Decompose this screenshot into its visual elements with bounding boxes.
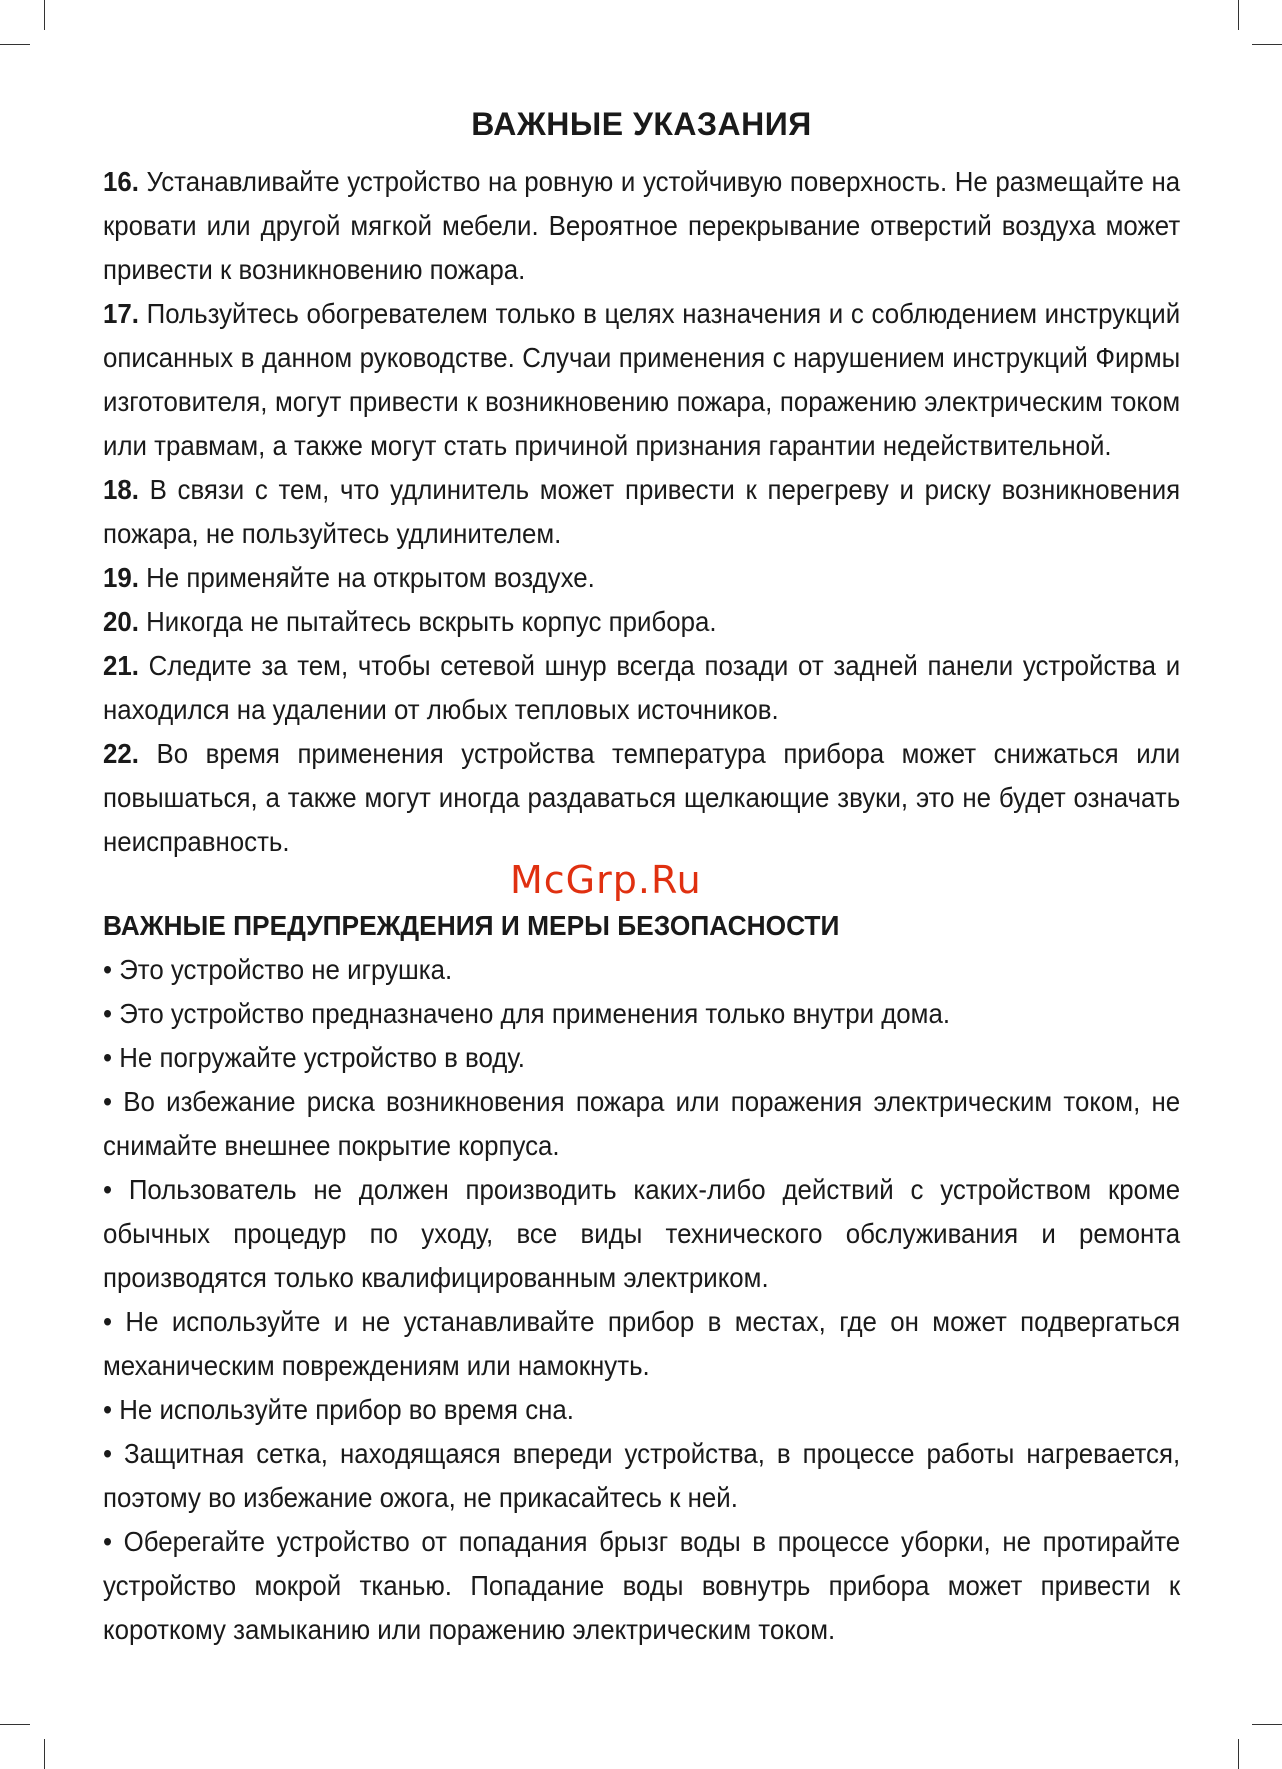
bullet-item: • Пользователь не должен производить каких-либо действий с устройством кроме обычных процедур по уходу, все виды технического обслуживания и ремонта производятся только квалифицированным электриком. — [103, 1174, 1181, 1293]
crop-mark — [0, 44, 30, 45]
crop-mark — [1238, 1739, 1239, 1769]
bullet-item: • Не погружайте устройство в воду. — [103, 1042, 525, 1073]
bullet-item: • Защитная сетка, находящаяся впереди устройства, в процессе работы нагревается, поэтому во избежание ожога, не прикасайтесь к ней. — [103, 1438, 1181, 1513]
item-text: Следите за тем, чтобы сетевой шнур всегда позади от задней панели устройства и находился на удалении от любых тепловых источников. — [103, 650, 1181, 725]
list-item — [103, 556, 1180, 600]
item-number: 16. — [103, 166, 139, 197]
item-number: 18. — [103, 474, 139, 505]
item-number: 19. — [103, 562, 139, 593]
item-number: 20. — [103, 606, 139, 637]
page-title: ВАЖНЫЕ УКАЗАНИЯ — [471, 106, 812, 142]
crop-mark — [1252, 1724, 1282, 1725]
crop-mark — [1238, 0, 1239, 30]
bullet-item: • Не используйте и не устанавливайте прибор в местах, где он может подвергаться механическим повреждениям или намокнуть. — [103, 1306, 1181, 1381]
crop-mark — [1252, 44, 1282, 45]
section-title: ВАЖНЫЕ ПРЕДУПРЕЖДЕНИЯ И МЕРЫ БЕЗОПАСНОСТИ — [103, 910, 840, 941]
list-item — [103, 732, 1180, 864]
bullet-item: • Это устройство не игрушка. — [103, 954, 453, 985]
list-item — [103, 468, 1180, 556]
item-text: Никогда не пытайтесь вскрыть корпус прибора. — [138, 606, 717, 637]
bullet-item: • Не используйте прибор во время сна. — [103, 1394, 574, 1425]
list-item — [103, 600, 1180, 644]
list-item — [103, 160, 1180, 292]
item-text: В связи с тем, что удлинитель может привести к перегреву и риску возникновения пожара, не пользуйтесь удлинителем. — [103, 474, 1181, 549]
item-number: 22. — [103, 738, 139, 769]
item-number: 17. — [103, 298, 139, 329]
crop-mark — [44, 0, 45, 30]
item-text: Не применяйте на открытом воздухе. — [138, 562, 595, 593]
item-text: Пользуйтесь обогревателем только в целях назначения и с соблюдением инструкций описанных в данном руководстве. Случаи применения с нарушением инструкций Фирмы изготовителя, могут привести к возникновению пожара, поражению электрическим током или травмам, а также могут стать причиной признания гарантии недействительной. — [103, 298, 1181, 461]
list-item — [103, 644, 1180, 732]
watermark: McGrp.Ru — [510, 858, 702, 902]
crop-mark — [0, 1724, 30, 1725]
bullet-item: • Во избежание риска возникновения пожара или поражения электрическим током, не снимайте внешнее покрытие корпуса. — [103, 1086, 1181, 1161]
item-text: Во время применения устройства температура прибора может снижаться или повышаться, а также могут иногда раздаваться щелкающие звуки, это не будет означать неисправность. — [103, 738, 1181, 857]
item-number: 21. — [103, 650, 139, 681]
list-item — [103, 292, 1180, 468]
crop-mark — [44, 1739, 45, 1769]
bullet-item: • Это устройство предназначено для применения только внутри дома. — [103, 998, 951, 1029]
bullet-item: • Оберегайте устройство от попадания брызг воды в процессе уборки, не протирайте устройство мокрой тканью. Попадание воды вовнутрь прибора может привести к короткому замыканию или поражению электрическим током. — [103, 1526, 1181, 1645]
item-text: Устанавливайте устройство на ровную и устойчивую поверхность. Не размещайте на кровати или другой мягкой мебели. Вероятное перекрывание отверстий воздуха может привести к возникновению пожара. — [103, 166, 1181, 285]
